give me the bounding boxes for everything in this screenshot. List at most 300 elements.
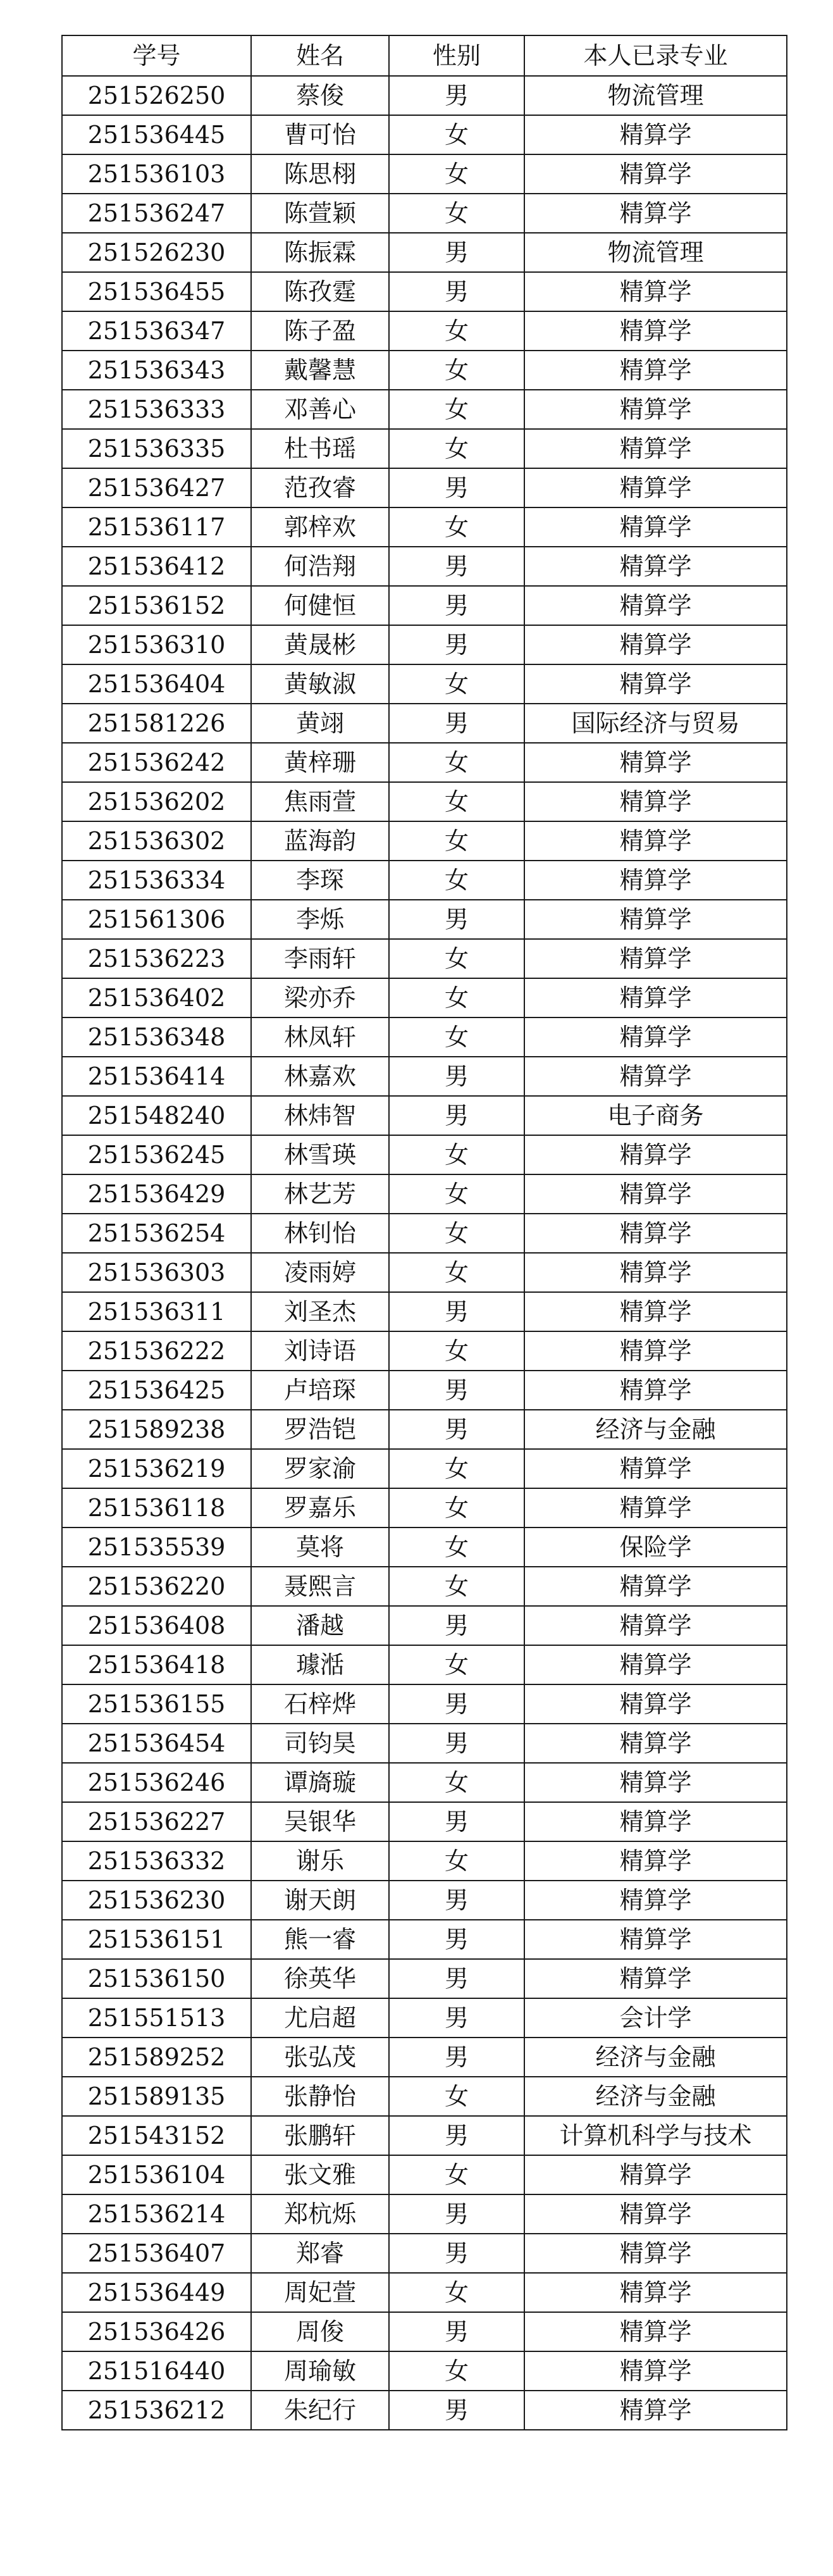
table-row <box>62 1449 787 1488</box>
cell-major: 精算学 <box>524 586 787 625</box>
cell-name: 黄梓珊 <box>251 743 389 782</box>
cell-major: 经济与金融 <box>524 1410 787 1449</box>
cell-name: 李烁 <box>251 900 389 939</box>
cell-major: 精算学 <box>524 468 787 507</box>
cell-student-id: 251536332 <box>62 1841 251 1881</box>
cell-student-id: 251536246 <box>62 1763 251 1802</box>
cell-major: 精算学 <box>524 2351 787 2391</box>
cell-name: 焦雨萱 <box>251 782 389 821</box>
cell-major: 精算学 <box>524 821 787 861</box>
cell-student-id: 251536242 <box>62 743 251 782</box>
cell-student-id: 251543152 <box>62 2116 251 2155</box>
cell-major: 计算机科学与技术 <box>524 2116 787 2155</box>
cell-major: 精算学 <box>524 1567 787 1606</box>
cell-gender: 男 <box>389 900 524 939</box>
cell-gender: 女 <box>389 1645 524 1684</box>
table-row <box>62 1959 787 1998</box>
cell-major: 国际经济与贸易 <box>524 704 787 743</box>
cell-gender: 女 <box>389 390 524 429</box>
table-row <box>62 1488 787 1528</box>
cell-major: 精算学 <box>524 978 787 1017</box>
cell-name: 周瑜敏 <box>251 2351 389 2391</box>
cell-major: 精算学 <box>524 2391 787 2430</box>
cell-student-id: 251536407 <box>62 2234 251 2273</box>
cell-name: 郭梓欢 <box>251 507 389 547</box>
table-row <box>62 351 787 390</box>
cell-major: 精算学 <box>524 1371 787 1410</box>
table-row <box>62 2391 787 2430</box>
table-row <box>62 1881 787 1920</box>
cell-major: 会计学 <box>524 1998 787 2038</box>
table-row <box>62 900 787 939</box>
cell-student-id: 251536333 <box>62 390 251 429</box>
cell-gender: 女 <box>389 978 524 1017</box>
cell-student-id: 251536402 <box>62 978 251 1017</box>
cell-major: 精算学 <box>524 1017 787 1057</box>
cell-student-id: 251536454 <box>62 1724 251 1763</box>
table-row <box>62 2234 787 2273</box>
cell-gender: 女 <box>389 1449 524 1488</box>
table-row <box>62 625 787 664</box>
cell-gender: 男 <box>389 468 524 507</box>
cell-student-id: 251536408 <box>62 1606 251 1645</box>
cell-student-id: 251536117 <box>62 507 251 547</box>
cell-student-id: 251536404 <box>62 664 251 704</box>
table-row <box>62 1410 787 1449</box>
table-row <box>62 1017 787 1057</box>
cell-gender: 男 <box>389 2038 524 2077</box>
cell-major: 精算学 <box>524 429 787 468</box>
cell-student-id: 251526230 <box>62 233 251 272</box>
cell-gender: 女 <box>389 821 524 861</box>
cell-gender: 女 <box>389 507 524 547</box>
cell-gender: 男 <box>389 233 524 272</box>
cell-student-id: 251536212 <box>62 2391 251 2430</box>
cell-name: 曹可怡 <box>251 115 389 154</box>
cell-name: 尤启超 <box>251 1998 389 2038</box>
table-row <box>62 115 787 154</box>
cell-student-id: 251535539 <box>62 1528 251 1567</box>
cell-major: 精算学 <box>524 351 787 390</box>
cell-student-id: 251589252 <box>62 2038 251 2077</box>
cell-gender: 男 <box>389 1684 524 1724</box>
table-row <box>62 1174 787 1214</box>
cell-major: 精算学 <box>524 115 787 154</box>
cell-name: 罗嘉乐 <box>251 1488 389 1528</box>
cell-gender: 男 <box>389 1371 524 1410</box>
cell-major: 精算学 <box>524 194 787 233</box>
cell-student-id: 251536425 <box>62 1371 251 1410</box>
cell-name: 周俊 <box>251 2312 389 2351</box>
table-row <box>62 2116 787 2155</box>
cell-student-id: 251589238 <box>62 1410 251 1449</box>
cell-gender: 女 <box>389 1135 524 1174</box>
table-row <box>62 76 787 115</box>
cell-major: 精算学 <box>524 1331 787 1371</box>
cell-student-id: 251589135 <box>62 2077 251 2116</box>
admission-table-sheet <box>61 35 787 2430</box>
cell-major: 精算学 <box>524 1292 787 1331</box>
header-gender: 性别 <box>389 35 524 76</box>
cell-student-id: 251536219 <box>62 1449 251 1488</box>
table-row <box>62 1763 787 1802</box>
cell-name: 张文雅 <box>251 2155 389 2194</box>
cell-major: 精算学 <box>524 1959 787 1998</box>
table-row <box>62 311 787 351</box>
cell-student-id: 251581226 <box>62 704 251 743</box>
cell-name: 吴银华 <box>251 1802 389 1841</box>
cell-gender: 男 <box>389 1606 524 1645</box>
cell-gender: 男 <box>389 1410 524 1449</box>
cell-gender: 男 <box>389 76 524 115</box>
cell-student-id: 251516440 <box>62 2351 251 2391</box>
table-row <box>62 743 787 782</box>
cell-student-id: 251561306 <box>62 900 251 939</box>
cell-gender: 男 <box>389 625 524 664</box>
cell-major: 精算学 <box>524 1841 787 1881</box>
cell-major: 精算学 <box>524 1135 787 1174</box>
cell-name: 谭旖璇 <box>251 1763 389 1802</box>
cell-major: 精算学 <box>524 311 787 351</box>
cell-student-id: 251536311 <box>62 1292 251 1331</box>
header-name: 姓名 <box>251 35 389 76</box>
cell-student-id: 251536449 <box>62 2273 251 2312</box>
cell-major: 精算学 <box>524 1684 787 1724</box>
cell-gender: 男 <box>389 586 524 625</box>
cell-major: 精算学 <box>524 939 787 978</box>
cell-major: 精算学 <box>524 1606 787 1645</box>
table-row <box>62 2194 787 2234</box>
cell-name: 何健恒 <box>251 586 389 625</box>
cell-student-id: 251536303 <box>62 1253 251 1292</box>
cell-name: 黄敏淑 <box>251 664 389 704</box>
header-student-id: 学号 <box>62 35 251 76</box>
cell-gender: 男 <box>389 2116 524 2155</box>
table-row <box>62 1998 787 2038</box>
cell-major: 精算学 <box>524 1920 787 1959</box>
cell-student-id: 251536412 <box>62 547 251 586</box>
table-row <box>62 2273 787 2312</box>
table-row <box>62 1802 787 1841</box>
table-row <box>62 1096 787 1135</box>
cell-name: 何浩翔 <box>251 547 389 586</box>
table-row <box>62 1135 787 1174</box>
table-row <box>62 154 787 194</box>
cell-major: 物流管理 <box>524 76 787 115</box>
cell-gender: 男 <box>389 2391 524 2430</box>
cell-name: 凌雨婷 <box>251 1253 389 1292</box>
cell-gender: 女 <box>389 2273 524 2312</box>
cell-name: 徐英华 <box>251 1959 389 1998</box>
cell-gender: 女 <box>389 1214 524 1253</box>
cell-name: 杜书瑶 <box>251 429 389 468</box>
cell-gender: 女 <box>389 1841 524 1881</box>
cell-name: 罗家渝 <box>251 1449 389 1488</box>
cell-major: 精算学 <box>524 154 787 194</box>
cell-gender: 女 <box>389 2155 524 2194</box>
cell-student-id: 251536426 <box>62 2312 251 2351</box>
cell-student-id: 251536254 <box>62 1214 251 1253</box>
cell-major: 精算学 <box>524 2312 787 2351</box>
cell-major: 精算学 <box>524 782 787 821</box>
table-row <box>62 1684 787 1724</box>
cell-gender: 女 <box>389 939 524 978</box>
cell-gender: 女 <box>389 429 524 468</box>
cell-student-id: 251526250 <box>62 76 251 115</box>
cell-student-id: 251536230 <box>62 1881 251 1920</box>
table-row <box>62 2312 787 2351</box>
cell-gender: 男 <box>389 547 524 586</box>
cell-name: 李雨轩 <box>251 939 389 978</box>
cell-name: 陈振霖 <box>251 233 389 272</box>
cell-student-id: 251536427 <box>62 468 251 507</box>
table-row <box>62 1606 787 1645</box>
cell-student-id: 251536429 <box>62 1174 251 1214</box>
table-row <box>62 1920 787 1959</box>
cell-major: 精算学 <box>524 272 787 311</box>
table-row <box>62 978 787 1017</box>
cell-gender: 女 <box>389 2077 524 2116</box>
cell-name: 卢培琛 <box>251 1371 389 1410</box>
cell-gender: 女 <box>389 2351 524 2391</box>
cell-gender: 男 <box>389 1057 524 1096</box>
cell-student-id: 251536104 <box>62 2155 251 2194</box>
table-row <box>62 1057 787 1096</box>
cell-name: 张弘茂 <box>251 2038 389 2077</box>
cell-major: 精算学 <box>524 390 787 429</box>
cell-name: 林嘉欢 <box>251 1057 389 1096</box>
table-row <box>62 429 787 468</box>
cell-name: 林艺芳 <box>251 1174 389 1214</box>
table-row <box>62 2351 787 2391</box>
cell-name: 刘圣杰 <box>251 1292 389 1331</box>
cell-student-id: 251536103 <box>62 154 251 194</box>
cell-gender: 男 <box>389 704 524 743</box>
cell-student-id: 251536445 <box>62 115 251 154</box>
cell-name: 谢乐 <box>251 1841 389 1881</box>
cell-student-id: 251536220 <box>62 1567 251 1606</box>
cell-name: 罗浩铠 <box>251 1410 389 1449</box>
table-row <box>62 821 787 861</box>
cell-name: 张鹏轩 <box>251 2116 389 2155</box>
table-row <box>62 586 787 625</box>
cell-name: 聂熙言 <box>251 1567 389 1606</box>
cell-student-id: 251536343 <box>62 351 251 390</box>
cell-major: 保险学 <box>524 1528 787 1567</box>
cell-gender: 男 <box>389 1920 524 1959</box>
cell-name: 陈孜霆 <box>251 272 389 311</box>
cell-major: 精算学 <box>524 2234 787 2273</box>
table-header-row <box>62 35 787 76</box>
cell-student-id: 251548240 <box>62 1096 251 1135</box>
table-row <box>62 1371 787 1410</box>
cell-student-id: 251536310 <box>62 625 251 664</box>
cell-gender: 男 <box>389 1096 524 1135</box>
table-row <box>62 507 787 547</box>
cell-gender: 女 <box>389 743 524 782</box>
table-row <box>62 1331 787 1371</box>
cell-name: 李琛 <box>251 861 389 900</box>
cell-name: 戴馨慧 <box>251 351 389 390</box>
table-row <box>62 194 787 233</box>
cell-gender: 男 <box>389 2194 524 2234</box>
cell-student-id: 251536155 <box>62 1684 251 1724</box>
table-row <box>62 664 787 704</box>
header-major: 本人已录专业 <box>524 35 787 76</box>
cell-major: 精算学 <box>524 1057 787 1096</box>
cell-name: 张静怡 <box>251 2077 389 2116</box>
cell-major: 精算学 <box>524 861 787 900</box>
cell-name: 梁亦乔 <box>251 978 389 1017</box>
cell-gender: 男 <box>389 2234 524 2273</box>
cell-major: 精算学 <box>524 625 787 664</box>
cell-name: 蓝海韵 <box>251 821 389 861</box>
cell-name: 潘越 <box>251 1606 389 1645</box>
cell-major: 物流管理 <box>524 233 787 272</box>
table-row <box>62 272 787 311</box>
cell-student-id: 251536414 <box>62 1057 251 1096</box>
cell-major: 精算学 <box>524 507 787 547</box>
cell-gender: 女 <box>389 154 524 194</box>
cell-major: 精算学 <box>524 1174 787 1214</box>
cell-major: 精算学 <box>524 900 787 939</box>
cell-name: 林钊怡 <box>251 1214 389 1253</box>
cell-name: 林雪瑛 <box>251 1135 389 1174</box>
cell-student-id: 251536222 <box>62 1331 251 1371</box>
table-row <box>62 1567 787 1606</box>
table-row <box>62 1528 787 1567</box>
cell-student-id: 251536418 <box>62 1645 251 1684</box>
cell-major: 精算学 <box>524 1802 787 1841</box>
cell-name: 郑杭烁 <box>251 2194 389 2234</box>
table-row <box>62 547 787 586</box>
cell-name: 璩湉 <box>251 1645 389 1684</box>
cell-student-id: 251536455 <box>62 272 251 311</box>
cell-student-id: 251536347 <box>62 311 251 351</box>
table-row <box>62 1214 787 1253</box>
table-row <box>62 782 787 821</box>
cell-name: 周妃萱 <box>251 2273 389 2312</box>
cell-name: 朱纪行 <box>251 2391 389 2430</box>
cell-major: 精算学 <box>524 1488 787 1528</box>
table-row <box>62 1841 787 1881</box>
table-row <box>62 939 787 978</box>
cell-major: 精算学 <box>524 1645 787 1684</box>
cell-student-id: 251536118 <box>62 1488 251 1528</box>
cell-name: 林凤轩 <box>251 1017 389 1057</box>
cell-gender: 男 <box>389 1724 524 1763</box>
cell-name: 林炜智 <box>251 1096 389 1135</box>
cell-student-id: 251536247 <box>62 194 251 233</box>
cell-major: 经济与金融 <box>524 2077 787 2116</box>
cell-student-id: 251536150 <box>62 1959 251 1998</box>
cell-gender: 女 <box>389 1763 524 1802</box>
cell-gender: 女 <box>389 861 524 900</box>
table-row <box>62 468 787 507</box>
cell-gender: 女 <box>389 1528 524 1567</box>
cell-major: 精算学 <box>524 1214 787 1253</box>
cell-gender: 女 <box>389 1488 524 1528</box>
cell-name: 邓善心 <box>251 390 389 429</box>
cell-major: 精算学 <box>524 2155 787 2194</box>
cell-major: 精算学 <box>524 1724 787 1763</box>
cell-name: 蔡俊 <box>251 76 389 115</box>
cell-name: 莫将 <box>251 1528 389 1567</box>
cell-name: 石梓烨 <box>251 1684 389 1724</box>
cell-student-id: 251536202 <box>62 782 251 821</box>
cell-gender: 女 <box>389 1567 524 1606</box>
table-body <box>62 76 787 2430</box>
cell-student-id: 251536223 <box>62 939 251 978</box>
table-row <box>62 1724 787 1763</box>
cell-name: 陈子盈 <box>251 311 389 351</box>
cell-gender: 男 <box>389 1802 524 1841</box>
cell-gender: 男 <box>389 1998 524 2038</box>
cell-student-id: 251536348 <box>62 1017 251 1057</box>
cell-gender: 男 <box>389 2312 524 2351</box>
cell-major: 精算学 <box>524 1449 787 1488</box>
cell-gender: 女 <box>389 782 524 821</box>
cell-name: 范孜睿 <box>251 468 389 507</box>
cell-student-id: 251536151 <box>62 1920 251 1959</box>
cell-name: 司钧昊 <box>251 1724 389 1763</box>
cell-student-id: 251536335 <box>62 429 251 468</box>
cell-name: 黄晟彬 <box>251 625 389 664</box>
admission-table <box>61 35 787 2430</box>
table-row <box>62 1645 787 1684</box>
cell-major: 精算学 <box>524 547 787 586</box>
cell-gender: 女 <box>389 115 524 154</box>
cell-gender: 女 <box>389 1017 524 1057</box>
cell-gender: 女 <box>389 664 524 704</box>
cell-gender: 女 <box>389 1174 524 1214</box>
cell-student-id: 251536245 <box>62 1135 251 1174</box>
table-row <box>62 704 787 743</box>
table-row <box>62 233 787 272</box>
cell-gender: 男 <box>389 1292 524 1331</box>
cell-name: 刘诗语 <box>251 1331 389 1371</box>
table-row <box>62 2038 787 2077</box>
cell-major: 精算学 <box>524 664 787 704</box>
cell-gender: 女 <box>389 351 524 390</box>
table-row <box>62 2155 787 2194</box>
cell-major: 精算学 <box>524 2273 787 2312</box>
cell-student-id: 251536302 <box>62 821 251 861</box>
cell-name: 谢天朗 <box>251 1881 389 1920</box>
cell-gender: 女 <box>389 1331 524 1371</box>
cell-gender: 女 <box>389 311 524 351</box>
cell-gender: 男 <box>389 1881 524 1920</box>
cell-student-id: 251536227 <box>62 1802 251 1841</box>
cell-major: 精算学 <box>524 1763 787 1802</box>
cell-name: 陈萱颖 <box>251 194 389 233</box>
cell-student-id: 251536214 <box>62 2194 251 2234</box>
table-row <box>62 2077 787 2116</box>
table-row <box>62 1253 787 1292</box>
cell-name: 陈思栩 <box>251 154 389 194</box>
cell-gender: 男 <box>389 1959 524 1998</box>
cell-gender: 女 <box>389 1253 524 1292</box>
cell-student-id: 251551513 <box>62 1998 251 2038</box>
cell-major: 经济与金融 <box>524 2038 787 2077</box>
cell-major: 精算学 <box>524 2194 787 2234</box>
cell-name: 熊一睿 <box>251 1920 389 1959</box>
cell-major: 电子商务 <box>524 1096 787 1135</box>
cell-gender: 女 <box>389 194 524 233</box>
cell-major: 精算学 <box>524 743 787 782</box>
cell-major: 精算学 <box>524 1253 787 1292</box>
cell-student-id: 251536152 <box>62 586 251 625</box>
